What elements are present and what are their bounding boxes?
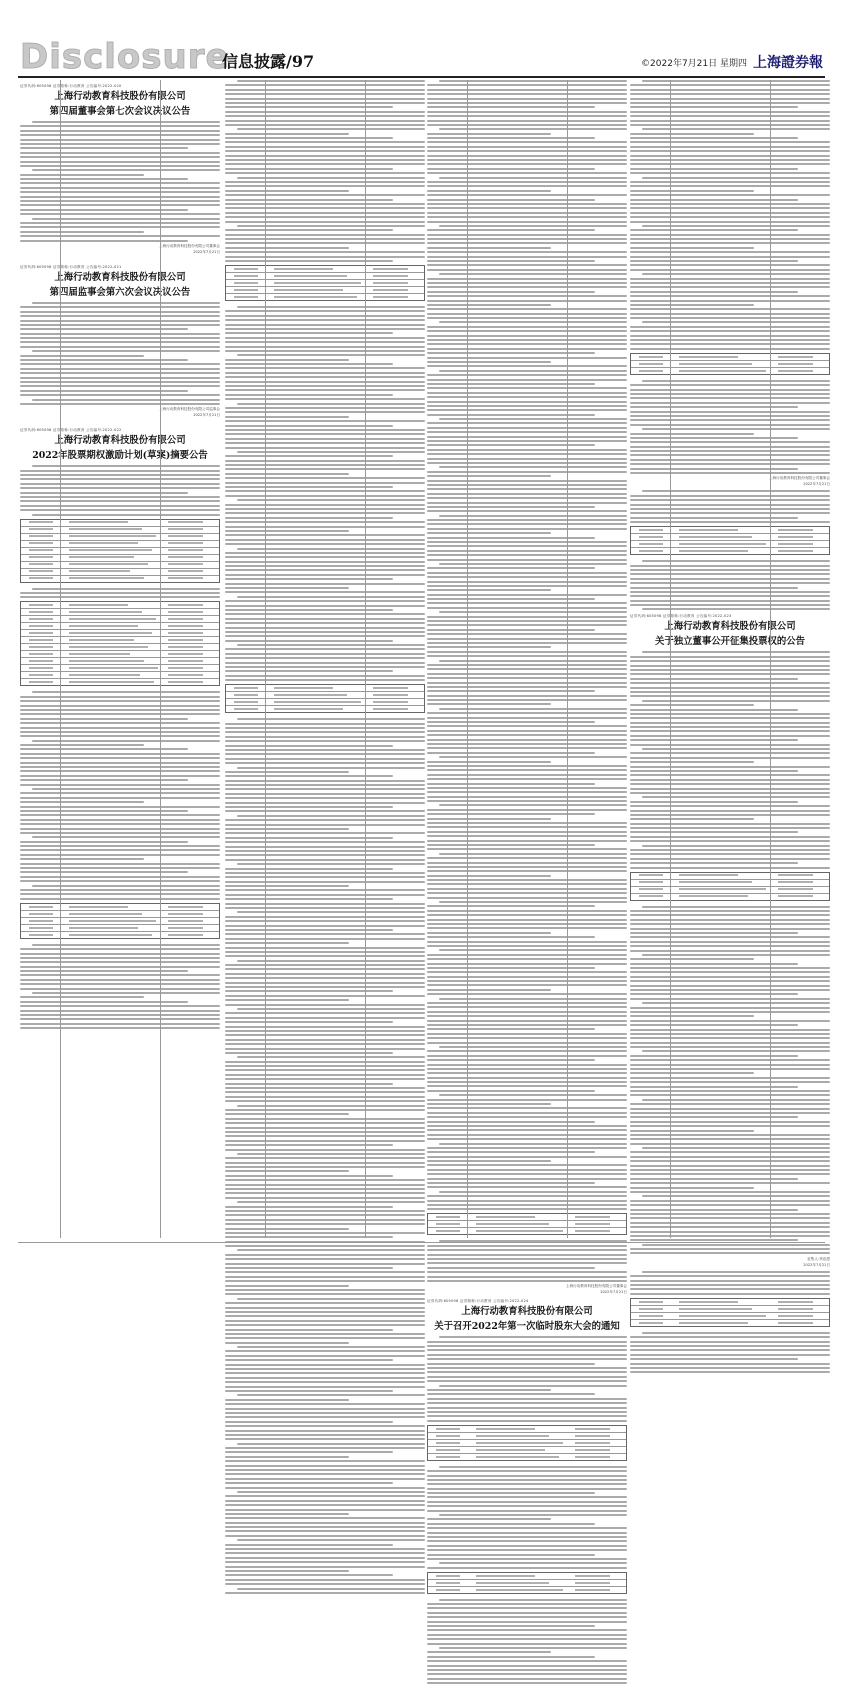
proxy-form-table — [630, 526, 830, 555]
body-text — [20, 121, 220, 242]
announcement-company: 上海行动教育科技股份有限公司 — [54, 91, 186, 102]
body-text — [427, 80, 627, 1210]
exercise-period-table — [225, 684, 425, 713]
date: 2022年7月21日 — [803, 1262, 830, 1267]
page-header — [0, 0, 843, 77]
column-2 — [225, 80, 425, 1238]
header-rule — [18, 76, 825, 78]
body-text — [630, 1271, 830, 1295]
body-text — [427, 1240, 627, 1282]
body-text — [630, 651, 830, 868]
signature: 上海行动教育科技股份有限公司董事会 — [768, 476, 830, 481]
announcement-meta: 证券代码:605098 证券简称:行动教育 公告编号:2022-020 — [20, 84, 122, 88]
announcement-supervisory-resolution — [20, 265, 220, 418]
announcement-company: 上海行动教育科技股份有限公司 — [664, 621, 796, 633]
body-text — [427, 1336, 627, 1421]
body-text — [20, 691, 220, 899]
column-3 — [427, 80, 627, 1333]
body-text — [427, 1599, 627, 1684]
announcement-meta: 证券代码:605098 证券简称:行动教育 公告编号:2022-021 — [20, 264, 122, 269]
date: 2022年7月21日 — [803, 482, 830, 487]
date: 2022年7月21日 — [600, 1290, 627, 1295]
body-text — [630, 560, 830, 610]
signature: 征集人:李忠澄 — [807, 1256, 830, 1261]
body-text — [630, 1332, 830, 1374]
column-1 — [20, 80, 220, 1238]
announcement-meta: 证券代码:605098 证券简称:行动教育 公告编号:2022-024 — [427, 1299, 529, 1304]
proposal-table — [427, 1425, 627, 1461]
announcement-proxy-solicitation — [630, 614, 830, 1373]
allocation-table — [20, 903, 220, 939]
announcement-board-resolution — [20, 84, 220, 255]
proposal-list-table — [630, 872, 830, 901]
body-text — [20, 944, 220, 1029]
announcement-title: 第四届董事会第七次会议决议公告 — [49, 106, 191, 117]
announcement-meta: 证券代码:605098 证券简称:行动教育 公告编号:2022-022 — [20, 428, 122, 433]
announcement-company: 上海行动教育科技股份有限公司 — [54, 271, 186, 283]
vesting-schedule-table — [225, 265, 425, 301]
body-text — [630, 80, 830, 350]
announcement-title: 第四届监事会第六次会议决议公告 — [49, 286, 191, 298]
date: 2022年7月21日 — [193, 249, 220, 254]
announcement-title: 2022年股票期权激励计划(草案)摘要公告 — [32, 450, 208, 462]
body-text — [630, 906, 830, 1255]
body-text — [20, 465, 220, 515]
signature: 上海行动教育科技股份有限公司董事会 — [158, 243, 220, 248]
body-text — [630, 490, 830, 523]
announcement-title: 关于召开2022年第一次临时股东大会的通知 — [434, 1321, 620, 1333]
authorization-table — [630, 1298, 830, 1327]
board-members-table — [20, 601, 220, 686]
performance-table — [427, 1213, 627, 1235]
body-text — [427, 1466, 627, 1569]
announcement-shareholders-meeting — [427, 1299, 627, 1684]
brand-wordmark: Disclosure — [20, 37, 230, 77]
edition-date: ©2022年7月21日 星期四 — [641, 58, 747, 69]
signature: 上海行动教育科技股份有限公司监事会 — [158, 407, 220, 412]
signature: 上海行动教育科技股份有限公司董事会 — [565, 1284, 627, 1289]
financial-table — [20, 519, 220, 583]
date: 2022年7月21日 — [193, 413, 220, 418]
body-text — [225, 80, 425, 262]
body-text — [20, 588, 220, 599]
announcement-company: 上海行动教育科技股份有限公司 — [54, 435, 186, 447]
body-text — [630, 380, 830, 474]
registration-table — [427, 1572, 627, 1594]
newspaper-logo: 上海證券報 — [753, 55, 823, 71]
footer-rule — [18, 1242, 825, 1243]
edition-info — [641, 52, 823, 72]
body-text — [225, 306, 425, 681]
announcement-title: 关于独立董事公开征集投票权的公告 — [654, 636, 805, 648]
body-text — [20, 302, 220, 405]
body-text — [225, 718, 425, 1594]
announcement-meta: 证券代码:605098 证券简称:行动教育 公告编号:2022-023 — [630, 614, 732, 619]
announcement-company: 上海行动教育科技股份有限公司 — [461, 1306, 593, 1318]
column-4 — [630, 80, 830, 1267]
attendance-table — [630, 353, 830, 375]
section-title: 信息披露/97 — [222, 52, 315, 71]
announcement-incentive-plan — [20, 428, 220, 1029]
